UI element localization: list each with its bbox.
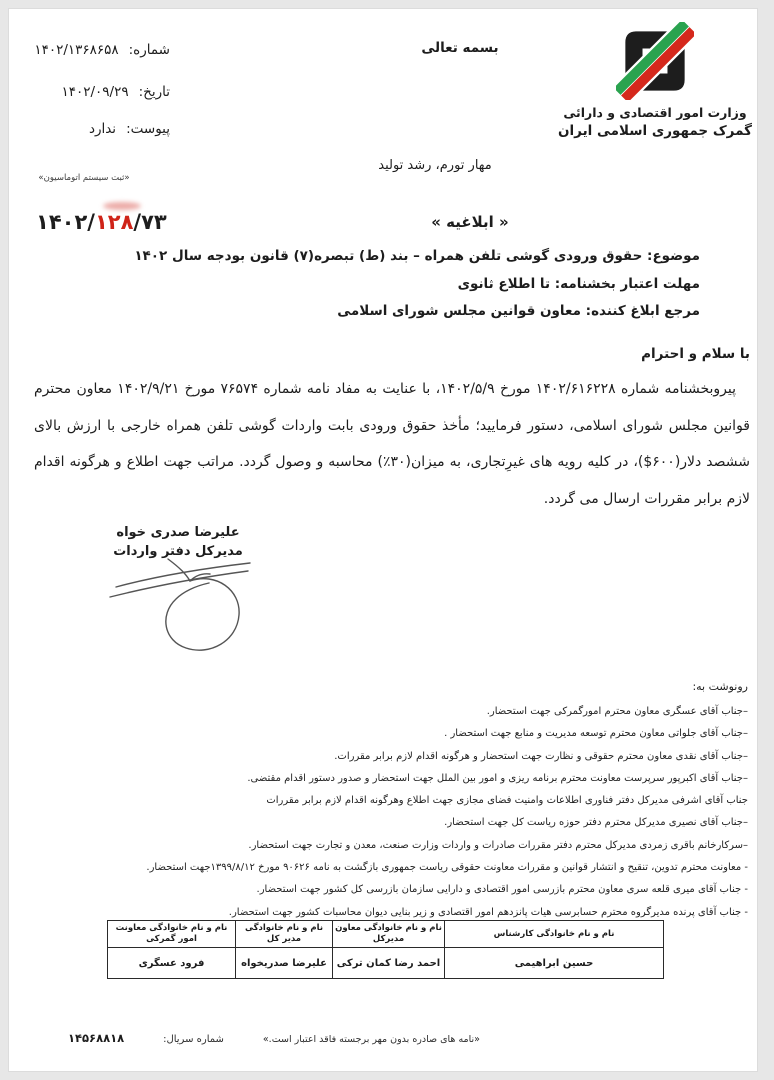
cc-item: –جناب آقای عسگری معاون محترم امورگمرکی جهت استحضار. — [486, 706, 748, 717]
cc-item: –جناب آقای نصیری مدیرکل محترم دفتر حوزه ریاست کل جهت استحضار. — [444, 817, 748, 829]
ref-part-1: ۱۴۰۲/ — [36, 210, 95, 234]
automation-note: «ثبت سیستم اتوماسیون» — [38, 173, 130, 183]
attachment-row — [18, 121, 170, 137]
cc-item: –جناب آقای اکبرپور سرپرست معاونت محترم برنامه ریزی و امور بین الملل جهت استحضار و صدور دستور اقدام مقتضی. — [247, 772, 748, 784]
header-deputy-director: نام و نام خانوادگی معاون مدیرکل — [333, 921, 445, 948]
signatories-table — [107, 920, 664, 979]
table-value-row — [108, 948, 664, 979]
value-director-general: علیرضا صدریخواه — [236, 948, 333, 979]
cc-item: –جناب آقای نقدی معاون محترم حقوقی و نظارت جهت استحضار و هرگونه اقدام لازم برابر مقررات. — [334, 750, 748, 762]
cc-item: - جناب آقای پرنده مدیرگروه محترم حسابرسی هیات پانزدهم امور اقتصادی و زیر بنایی دیوان محاسبات کشور جهت استحضار. — [228, 906, 748, 918]
validity-note: «نامه های صادره بدون مهر برجسته فاقد اعتبار است.» — [262, 1034, 480, 1045]
besmele-heading: بسمه تعالی — [421, 40, 499, 56]
letter-date-row — [18, 84, 170, 100]
ref-part-red: ۱۲۸ — [94, 210, 134, 234]
header-director-general: نام و نام خانوادگی مدیر کل — [236, 921, 333, 948]
value-deputy-director: احمد رضا کمان ترکی — [333, 948, 445, 979]
validity-line: مهلت اعتبار بخشنامه: تا اطلاع ثانوی — [457, 275, 700, 292]
header-customs-deputy: نام و نام خانوادگی معاونت امور گمرکی — [108, 921, 236, 948]
salutation: با سلام و احترام — [641, 346, 750, 362]
customs-name: گمرک جمهوری اسلامی ایران — [558, 123, 752, 139]
customs-logo-icon — [616, 22, 694, 100]
issuer-line: مرجع ابلاغ کننده: معاون قوانین مجلس شورای اسلامی — [337, 303, 700, 319]
cc-list — [146, 701, 748, 924]
cc-item: - جناب آقای میری قلعه سری معاون محترم بازرسی امور اقتصادی و دارایی سازمان بازرسی کل کشور جهت استحضار. — [256, 884, 748, 896]
serial-label: شماره سریال: — [163, 1034, 224, 1045]
footer — [68, 1031, 480, 1045]
notice-ref-number — [36, 210, 167, 234]
cc-item: –سرکارخانم باقری زمردی مدیرکل محترم دفتر مقررات صادرات و واردات وزارت صنعت، معدن و تجارت جهت استحضار. — [248, 839, 748, 851]
number-label: شماره: — [128, 42, 170, 58]
value-expert: حسین ابراهیمی — [445, 948, 664, 979]
date-label: تاریخ: — [138, 84, 170, 100]
serial-value: ۱۴۵۶۸۸۱۸ — [68, 1031, 125, 1045]
date-value: ۱۴۰۲/۰۹/۲۹ — [61, 84, 129, 100]
table-header-row — [108, 921, 664, 948]
ref-part-3: /۷۳ — [133, 210, 167, 234]
attachment-value: ندارد — [88, 121, 117, 137]
subject-block — [134, 243, 700, 326]
value-customs-deputy: فرود عسگری — [108, 948, 236, 979]
ministry-name: وزارت امور اقتصادی و دارائی — [563, 105, 747, 120]
subject-line: موضوع: حقوق ورودی گوشی تلفن همراه – بند (ط) تبصره(۷) قانون بودجه سال ۱۴۰۲ — [134, 248, 700, 264]
header-expert: نام و نام خانوادگی کارشناس — [445, 921, 664, 948]
cc-item: - معاونت محترم تدوین، تنقیح و انتشار قوانین و مقررات معاونت حقوقی ریاست جمهوری بازگشت به نامه ۹۰۶۲۶ مورخ ۱۳۹۹/۸/۱۲جهت استحضار. — [146, 862, 748, 874]
cc-heading: رونوشت به: — [692, 680, 748, 693]
cc-item: جناب آقای اشرفی مدیرکل دفتر فناوری اطلاعات وامنیت فضای مجازی جهت اطلاع وهرگونه اقدام لازم برابر مقررات — [266, 795, 748, 807]
red-ink-smudge — [103, 202, 141, 210]
letter-number-row — [18, 42, 170, 58]
signatory-title: مدیرکل دفتر واردات — [113, 544, 243, 559]
attachment-label: پیوست: — [126, 121, 170, 137]
letter-body-paragraph: پیروبخشنامه شماره ۱۴۰۲/۶۱۶۲۲۸ مورخ ۱۴۰۲/۵/۹، با عنایت به مفاد نامه شماره ۷۶۵۷۴ مورخ ۱۴۰۲/۹/۲۱ معاون محترم قوانین مجلس شورای اسلامی، دستور فرمایید؛ مأخذ حقوق ورودی بابت واردات گوشی تلفن همراه خارجی با ارزش بالای ششصد دلار(۶۰۰$)، در کلیه رویه های غیرِتجاری، به میزان(۳۰٪) محاسبه و وصول گردد. مراتب جهت اطلاع و هرگونه اقدام لازم برابر مقررات ارسال می گردد. — [34, 381, 750, 507]
signatory-name: علیرضا صدری خواه — [116, 525, 240, 540]
notice-title: « ابلاغیه » — [431, 213, 509, 231]
letterhead — [555, 22, 755, 139]
year-slogan: مهار تورم، رشد تولید — [378, 158, 492, 173]
signature-scribble — [98, 543, 268, 663]
cc-item: –جناب آقای جلواتی معاون محترم توسعه مدیریت و منابع جهت استحضار . — [444, 728, 748, 740]
number-value: ۱۴۰۲/۱۳۶۸۶۵۸ — [34, 42, 119, 58]
